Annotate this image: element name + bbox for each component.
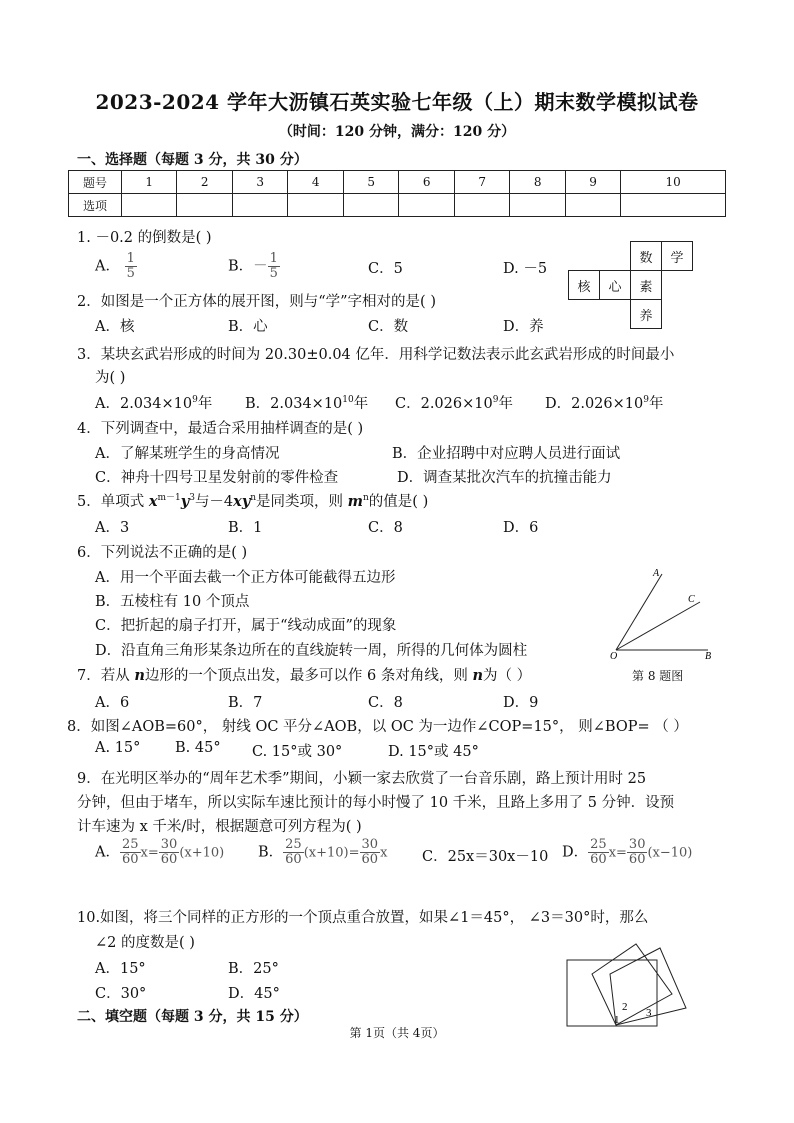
net-cell: 数: [631, 242, 662, 271]
question-5-stem: [77, 490, 428, 511]
answer-table-number: 5: [343, 171, 398, 194]
exponent: 9: [643, 395, 649, 406]
variable: x: [148, 493, 158, 510]
equation-text: x=: [608, 845, 627, 861]
section-1-heading: 一、选择题（每题 3 分，共 30 分）: [77, 152, 308, 168]
fraction-numerator: 25: [590, 837, 607, 852]
question-2-option-a: A．核: [95, 319, 135, 335]
question-6-option-c: C．把折起的扇子打开，属于“线动成面”的现象: [95, 618, 397, 634]
question-1-option-c: C．5: [368, 261, 403, 277]
figure-8-caption: 第 8 题图: [632, 669, 684, 683]
fraction-denominator: 60: [628, 852, 646, 867]
question-3-option-c: [395, 392, 513, 413]
question-6-option-d: D．沿直角三角形某条边所在的直线旋转一周，所得的几何体为圆柱: [95, 643, 528, 659]
question-3-stem-line-2: 为( ): [95, 370, 126, 386]
question-4-option-d: D．调查某批次汽车的抗撞击能力: [397, 470, 612, 486]
answer-table-number: 3: [232, 171, 287, 194]
question-6-option-b: B．五棱柱有 10 个顶点: [95, 594, 250, 610]
question-8-option-b: B. 45°: [175, 740, 221, 756]
question-9-option-a: [95, 838, 224, 867]
fraction-numerator: 25: [285, 837, 302, 852]
question-5-option-d: D．6: [503, 520, 539, 536]
fraction-denominator: 5: [126, 266, 135, 281]
stem-text: 5．单项式: [77, 494, 149, 510]
question-10-option-a: A．15°: [95, 961, 146, 977]
question-6-option-a: A．用一个平面去截一个正方体可能截得五边形: [95, 570, 396, 586]
net-cell: 养: [631, 300, 662, 329]
equation-text: (x+10): [179, 845, 225, 861]
option-text: A．2.034×10: [95, 396, 193, 412]
variable: y: [180, 493, 190, 510]
question-10-option-d: D．45°: [228, 986, 280, 1002]
question-10-stem-line-1: 10.如图，将三个同样的正方形的一个顶点重合放置，如果∠1＝45°， ∠3＝30°时，那么: [77, 910, 649, 926]
exponent: n: [363, 493, 369, 504]
question-9-option-d: [562, 838, 692, 867]
question-3-option-b: [245, 392, 368, 413]
question-2-option-b: B．心: [228, 319, 268, 335]
fraction-denominator: 60: [160, 852, 178, 867]
question-5-option-b: B．1: [228, 520, 263, 536]
question-9-option-c: C．25x＝30x－10: [422, 849, 549, 865]
option-text: D．2.026×10: [545, 396, 644, 412]
answer-cell[interactable]: [343, 194, 398, 217]
equation-text: (x−10): [647, 845, 693, 861]
unit: 年: [353, 396, 369, 412]
stem-text: 边形的一个顶点出发，最多可以作 6 条对角线，则: [144, 668, 473, 684]
cube-net-figure: [568, 241, 693, 329]
question-9-stem-line-3: 计车速为 x 千米/时，根据题意可列方程为( ): [77, 819, 362, 835]
question-4-stem: 4．下列调查中，最适合采用抽样调查的是( ): [77, 421, 364, 437]
answer-cell[interactable]: [288, 194, 343, 217]
exam-subtitle: （时间：120 分钟，满分：120 分）: [278, 124, 516, 140]
question-4-option-b: B．企业招聘中对应聘人员进行面试: [392, 446, 621, 462]
option-label: A．: [95, 258, 120, 275]
exponent: m－1: [157, 493, 181, 504]
stem-text: 是同类项，则: [256, 494, 348, 510]
question-9-stem-line-1: 9．在光明区举办的“周年艺术季”期间，小颖一家去欣赏了一台音乐剧，路上预计用时 25: [77, 771, 647, 787]
point-label-c: C: [688, 594, 695, 605]
answer-cell[interactable]: [122, 194, 177, 217]
angle-label-2: 2: [622, 1001, 628, 1013]
question-5-option-a: A．3: [95, 520, 130, 536]
fraction: [627, 838, 648, 867]
answer-table-number: 6: [399, 171, 454, 194]
exponent: 3: [189, 493, 195, 504]
fraction-denominator: 60: [590, 852, 607, 867]
equation-text: x=: [140, 845, 159, 861]
question-10-stem-line-2: ∠2 的度数是( ): [95, 935, 195, 951]
angle-label-1: 1: [614, 1014, 620, 1026]
unit: 年: [197, 396, 213, 412]
question-10-option-c: C．30°: [95, 986, 147, 1002]
fraction: [159, 838, 180, 867]
answer-table-number: 8: [510, 171, 565, 194]
answer-table-number: 7: [454, 171, 509, 194]
variable: n: [134, 667, 145, 684]
answer-table-number: 4: [288, 171, 343, 194]
question-3-option-a: [95, 392, 212, 413]
ray-oa: [616, 574, 662, 650]
answer-table-number: 2: [177, 171, 232, 194]
point-label-a: A: [653, 568, 660, 579]
answer-cell[interactable]: [177, 194, 232, 217]
square-2: [592, 944, 672, 1025]
point-label-b: B: [705, 651, 712, 662]
section-2-heading: 二、填空题（每题 3 分，共 15 分）: [77, 1009, 308, 1025]
net-cell: 心: [600, 271, 631, 300]
fraction-denominator: 60: [285, 852, 302, 867]
option-label: B．: [258, 844, 284, 861]
question-2-option-d: D．养: [503, 319, 544, 335]
stem-text: 为（ ）: [483, 668, 532, 684]
question-1-option-d: D. －5: [503, 261, 548, 277]
fraction-numerator: 1: [269, 251, 278, 266]
answer-table-number: 10: [621, 171, 726, 194]
answer-cell[interactable]: [621, 194, 726, 217]
fraction: [588, 838, 609, 867]
option-label: A．: [95, 844, 120, 861]
question-7-option-b: B．7: [228, 695, 263, 711]
fraction-numerator: 30: [361, 837, 379, 852]
question-1-option-b: [228, 252, 280, 281]
unit: 年: [498, 396, 513, 412]
question-6-stem: 6．下列说法不正确的是( ): [77, 545, 248, 561]
variable: n: [472, 667, 483, 684]
fraction-numerator: 30: [160, 837, 178, 852]
fraction: [125, 252, 137, 281]
fraction: [268, 252, 280, 281]
question-3-option-d: [545, 392, 663, 413]
question-7-option-a: A．6: [95, 695, 130, 711]
equation-text: (x+10)=: [303, 845, 360, 861]
fraction-numerator: 30: [628, 837, 646, 852]
question-8-option-d: D. 15°或 45°: [388, 744, 479, 760]
answer-cell[interactable]: [510, 194, 565, 217]
question-8-stem: 8．如图∠AOB=60°， 射线 OC 平分∠AOB，以 OC 为一边作∠COP=15°， 则∠BOP= （ ）: [67, 719, 688, 735]
option-label: B．: [228, 258, 254, 275]
stem-text: 的值是( ): [368, 494, 429, 510]
option-text: B．2.034×10: [245, 396, 343, 412]
question-9-stem-line-2: 分钟，但由于堵车，所以实际车速比预计的每小时慢了 10 千米，且路上多用了 5 分钟．设预: [77, 795, 675, 811]
question-5-option-c: C．8: [368, 520, 403, 536]
answer-table-answer-row: [69, 194, 726, 217]
equation-text: x: [380, 845, 388, 861]
fraction-denominator: 60: [121, 852, 139, 867]
question-4-option-c: C．神舟十四号卫星发射前的零件检查: [95, 470, 339, 486]
fraction: [120, 838, 141, 867]
exponent: 9: [192, 395, 198, 406]
question-8-option-a: A. 15°: [95, 740, 141, 756]
page-footer: 第 1页（共 4页）: [349, 1026, 445, 1040]
fraction: [360, 838, 381, 867]
net-cell: 核: [569, 271, 600, 300]
question-8-option-c: C. 15°或 30°: [252, 744, 343, 760]
answer-table-number: 9: [565, 171, 620, 194]
three-squares-figure: [560, 928, 700, 1030]
exponent: 10: [342, 395, 354, 406]
fraction-numerator: 1: [126, 251, 135, 266]
fraction-numerator: 25: [121, 837, 139, 852]
answer-cell[interactable]: [565, 194, 620, 217]
question-4-option-a: A．了解某班学生的身高情况: [95, 446, 280, 462]
option-label: D．: [562, 844, 589, 861]
fraction-denominator: 5: [269, 266, 278, 281]
fraction-denominator: 60: [361, 852, 379, 867]
answer-table-number: 1: [122, 171, 177, 194]
question-7-option-c: C．8: [368, 695, 403, 711]
answer-table: [68, 170, 726, 217]
net-cell: 素: [631, 271, 662, 300]
angle-label-3: 3: [646, 1007, 652, 1019]
stem-text: 与－4: [194, 494, 234, 510]
minus-sign: －: [253, 258, 268, 275]
option-text: C．2.026×10: [395, 396, 493, 412]
exponent: n: [250, 493, 257, 504]
exponent: 9: [492, 395, 499, 406]
angle-figure: [608, 562, 718, 662]
ray-oc: [616, 602, 700, 650]
question-1-stem: 1. －0.2 的倒数是( ): [77, 230, 212, 246]
answer-table-row-label: 题号: [69, 171, 122, 194]
net-cell: 学: [662, 242, 693, 271]
exam-title: 2023-2024 学年大沥镇石英实验七年级（上）期末数学模拟试卷: [95, 90, 699, 114]
answer-cell[interactable]: [454, 194, 509, 217]
question-9-option-b: [258, 838, 387, 867]
point-label-o: O: [610, 651, 618, 662]
stem-text: 7．若从: [77, 668, 135, 684]
question-3-stem-line-1: 3．某块玄武岩形成的时间为 20.30±0.04 亿年．用科学记数法表示此玄武岩形成的时间最小: [77, 347, 675, 363]
answer-cell[interactable]: [232, 194, 287, 217]
answer-table-row-label: 选项: [69, 194, 122, 217]
answer-table-header-row: [69, 171, 726, 194]
question-7-option-d: D．9: [503, 695, 539, 711]
variable: xy: [233, 493, 251, 510]
fraction: [283, 838, 304, 867]
question-1-option-a: [95, 252, 137, 281]
unit: 年: [648, 396, 664, 412]
question-7-stem: [77, 664, 531, 685]
question-10-option-b: B．25°: [228, 961, 279, 977]
variable: m: [347, 493, 363, 510]
answer-cell[interactable]: [399, 194, 454, 217]
question-2-stem: 2．如图是一个正方体的展开图，则与“学”字相对的是( ): [77, 294, 436, 310]
question-2-option-c: C．数: [368, 319, 409, 335]
